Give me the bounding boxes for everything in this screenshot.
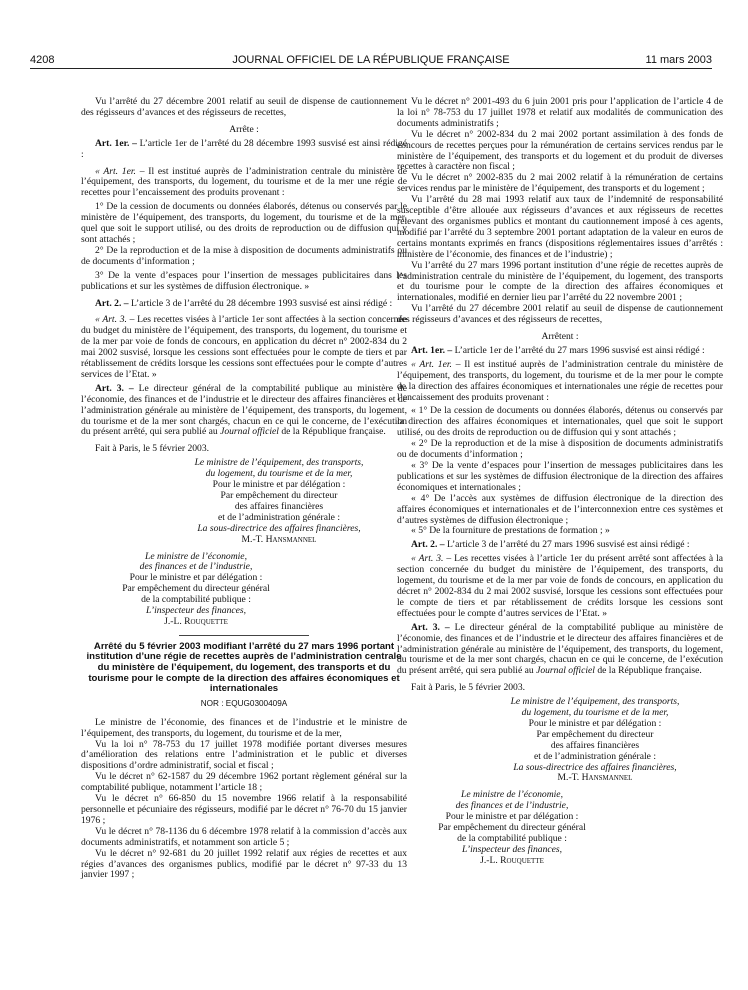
visa: Vu le décret n° 62-1587 du 29 décembre 1962 portant règlement général sur la comptabilité publique, notamment l’article 18 ; xyxy=(81,771,407,794)
quote-text: Les recettes visées à l’article 1er sont affectées à la section concernée du budget du ministère de l’équipement, des transports, du logement, du tourisme et de la mer par voie de fonds de concours, en application du décret n° 2002-834 du 2 mai 2002 susvisé, lorsque les cessions sont effectuées pour le compte de tiers et par rétablissement de crédits lorsque les cessions sont effectuées pour le compte d’autres services de l’Etat. » xyxy=(81,314,407,380)
preamble: Le ministre de l’économie, des finances et de l’industrie et le ministre de l’équipement, des transports, du logement, du tourisme et de la mer, xyxy=(81,716,407,739)
signatory-name: J.-L. Rouquette xyxy=(480,854,544,866)
sig-line: du logement, du tourisme et de la mer, xyxy=(521,707,669,719)
quoted-article-3 xyxy=(81,315,407,380)
sig-line: Par empêchement du directeur général xyxy=(122,583,270,595)
article-text: Le directeur général de la comptabilité publique au ministère de l’économie, des finances et de l’industrie et le directeur des affaires financières et de l’administration générale au ministère de l’équipement, des transports, du logement, du tourisme et de la mer sont chargés, chacun en ce qui le concerne, de l’exécution du présent arrêté, qui sera publié au xyxy=(81,382,407,438)
sig-line: Le ministre de l’équipement, des transports, xyxy=(194,457,364,469)
sig-line: Le ministre de l’économie, xyxy=(461,789,563,801)
signature-block-economie xyxy=(397,790,627,866)
sig-line: Pour le ministre et par délégation : xyxy=(445,811,579,823)
arrete-heading: Arrête : xyxy=(229,123,259,135)
article-2 xyxy=(81,299,407,310)
visa: Vu l’arrêté du 27 décembre 2001 relatif au seuil de dispense de cautionnement des régisseurs d’avances et des régisseurs de recettes, xyxy=(397,303,723,326)
signature-block-equipement xyxy=(81,458,407,545)
item-2: « 2° De la reproduction et de la mise à disposition de documents administratifs ou de documents d’information ; xyxy=(397,438,723,461)
visa: Vu le décret n° 78-1136 du 6 décembre 1978 relatif à la commission d’accès aux documents administratifs, et notamment son article 5 ; xyxy=(81,825,407,848)
article-text: L’article 1er de l’arrêté du 28 décembre 1993 susvisé est ainsi rédigé : xyxy=(81,137,407,160)
issue-date: 11 mars 2003 xyxy=(645,54,712,66)
item-3: 3° De la vente d’espaces pour l’insertion de messages publicitaires dans les publications et sur les systèmes de diffusion électronique. » xyxy=(81,269,407,292)
item-1: « 1° De la cession de documents ou données élaborés, détenus ou conservés par la direction des affaires économiques et internationales, quel que soit le support utilisé, ou des droits de reproduction ou de diffusion qui y sont attachés ; xyxy=(397,405,723,439)
sig-line: Le ministre de l’économie, xyxy=(145,550,247,562)
article-1 xyxy=(81,139,407,161)
quote-label: « Art. 1er. – xyxy=(411,358,461,370)
article-label: Art. 3. – xyxy=(95,382,134,394)
article-text-end: de la République française. xyxy=(278,426,386,438)
quote-label: « Art. 1er. – xyxy=(95,165,145,177)
article-text-end: de la République française. xyxy=(594,665,702,677)
article-text: Le directeur général de la comptabilité publique au ministère de l’économie, des finances et de l’industrie et le directeur des affaires financières et de l’administration générale au ministère de l’équipement, des transports, du logement, du tourisme et de la mer sont chargés, chacun en ce qui le concerne, de l’exécution du présent arrêté, qui sera publié au xyxy=(397,621,723,677)
sig-line: L’inspecteur des finances, xyxy=(461,843,563,855)
journal-officiel: Journal officiel xyxy=(220,426,279,438)
article-text: L’article 3 de l’arrêté du 28 décembre 1993 susvisé est ainsi rédigé : xyxy=(128,297,393,309)
article-3 xyxy=(81,384,407,439)
sig-line: des affaires financières xyxy=(234,500,324,512)
quote-text: Il est institué auprès de l’administration centrale du ministère de l’équipement, des transports, du logement, du tourisme et de la mer pour le compte de la direction des affaires économiques et internationales une régie de recettes pour l’encaissement des produits provenant : xyxy=(397,358,723,403)
sig-line: du logement, du tourisme et de la mer, xyxy=(205,468,353,480)
article-label: Art. 2. – xyxy=(411,539,445,551)
nor-reference: NOR : EQUG0300409A xyxy=(200,698,288,708)
article-label: Art. 1er. – xyxy=(411,344,453,356)
item-2: 2° De la reproduction et de la mise à disposition de documents administratifs ou de documents d’information ; xyxy=(81,244,407,267)
left-column xyxy=(81,97,407,881)
article-2 xyxy=(397,540,723,551)
signature-date: Fait à Paris, le 5 février 2003. xyxy=(95,443,210,455)
sig-line: Par empêchement du directeur xyxy=(536,728,654,740)
right-column xyxy=(397,97,723,867)
journal-officiel: Journal officiel xyxy=(536,665,595,677)
sig-line: des finances et de l’industrie, xyxy=(139,561,253,573)
signatory-name: M.-T. Hansmannel xyxy=(557,772,633,784)
sig-line: de la comptabilité publique : xyxy=(141,594,251,606)
sig-line: et de l’administration générale : xyxy=(533,750,656,762)
sig-line: Par empêchement du directeur général xyxy=(438,822,586,834)
quote-label: « Art. 3. – xyxy=(411,553,452,565)
sig-line: Pour le ministre et par délégation : xyxy=(528,717,662,729)
sig-line: Le ministre de l’équipement, des transports, xyxy=(510,696,680,708)
visa: Vu l’arrêté du 27 mars 1996 portant institution d’une régie de recettes auprès de l’administration centrale du ministère de l’équipement, du logement, des transports et du tourisme pour le compte de la direction des affaires économiques et internationales, modifié en dernier lieu par l’arrêté du 22 novembre 2001 ; xyxy=(397,259,723,304)
article-label: Art. 3. – xyxy=(411,621,450,633)
item-3: « 3° De la vente d’espaces pour l’insertion de messages publicitaires dans les publications et sur les systèmes de diffusion électronique de la direction des affaires économiques et internationales ; xyxy=(397,460,723,493)
quote-label: « Art. 3. – xyxy=(95,314,135,326)
sig-line: Pour le ministre et par délégation : xyxy=(212,479,346,491)
decree-title: Arrêté du 5 février 2003 modifiant l’arrêté du 27 mars 1996 portant institution d’une régie de recettes auprès de l’administration centrale du ministère de l’équipement, du logement, des transports et du tourisme pour le compte de la direction des affaires économiques et internationales xyxy=(86,640,402,695)
visa: Vu le décret n° 92-681 du 20 juillet 1992 relatif aux régies de recettes et aux régies d’avances des organismes publics, modifié par le décret n° 97-33 du 13 janvier 1997 ; xyxy=(81,847,407,881)
sig-line: de la comptabilité publique : xyxy=(457,833,567,844)
signature-date: Fait à Paris, le 5 février 2003. xyxy=(411,682,526,694)
item-1: 1° De la cession de documents ou données élaborés, détenus ou conservés par le ministère de l’équipement, des transports, du logement, du tourisme et de la mer, quel que soit le support utilisé, ou des droits de reproduction ou de diffusion qui y sont attachés ; xyxy=(81,201,407,245)
sig-line: La sous-directrice des affaires financières, xyxy=(513,761,677,773)
article-text: L’article 1er de l’arrêté du 27 mars 1996 susvisé est ainsi rédigé : xyxy=(452,344,705,356)
sig-line: des affaires financières xyxy=(550,739,640,751)
article-label: Art. 1er. – xyxy=(95,137,137,149)
signature-block-economie xyxy=(81,552,311,628)
page-number: 4208 xyxy=(30,54,55,66)
quote-text: Il est institué auprès de l’administration centrale du ministère de l’équipement, des transports, du logement, du tourisme et de la mer une régie de recettes pour l’encaissement des produits provenant : xyxy=(81,165,407,199)
visa: Vu l’arrêté du 28 mai 1993 relatif aux taux de l’indemnité de responsabilité susceptible d’être allouée aux régisseurs d’avances et aux régisseurs de recettes relevant des organismes publics et montant du cautionnement imposé à ces agents, modifié par l’arrêté du 3 septembre 2001 portant adaptation de la valeur en euros de certains montants exprimés en francs (dispositions réglementaires issues d’arrêtés : ministère de l’économie, des finances et de l’industrie) ; xyxy=(397,194,723,260)
article-label: Art. 2. – xyxy=(95,297,129,309)
quoted-article-3 xyxy=(397,554,723,619)
arretent-heading: Arrêtent : xyxy=(541,331,579,343)
sig-line: Pour le ministre et par délégation : xyxy=(129,572,263,584)
quoted-article-1 xyxy=(397,360,723,404)
sig-line: et de l’administration générale : xyxy=(217,511,340,523)
visa: Vu le décret n° 2002-835 du 2 mai 2002 relatif à la rémunération de certains services rendus par le ministère de l’équipement, des transports et du logement ; xyxy=(397,172,723,195)
article-text: L’article 3 de l’arrêté du 27 mars 1996 susvisé est ainsi rédigé : xyxy=(444,539,690,551)
article-1 xyxy=(397,346,723,357)
signatory-name: J.-L. Rouquette xyxy=(164,615,228,627)
sig-line: des finances et de l’industrie, xyxy=(455,800,569,812)
sig-line: La sous-directrice des affaires financières, xyxy=(197,522,361,534)
signatory-name: M.-T. Hansmannel xyxy=(241,533,317,545)
journal-title: JOURNAL OFFICIEL DE LA RÉPUBLIQUE FRANÇAISE xyxy=(232,54,510,66)
visa: Vu la loi n° 78-753 du 17 juillet 1978 modifiée portant diverses mesures d’amélioration des relations entre l’administration et le public et diverses dispositions d’ordre administratif, social et fiscal ; xyxy=(81,738,407,772)
signature-block-equipement xyxy=(397,697,723,784)
visa-paragraph: Vu l’arrêté du 27 décembre 2001 relatif au seuil de dispense de cautionnement des régisseurs d’avances et des régisseurs de recettes, xyxy=(81,96,407,118)
quote-text: Les recettes visées à l’article 1er du présent arrêté sont affectées à la section concernée du budget du ministère de l’équipement, des transports, du logement, du tourisme et de la mer par voie de fonds de concours, en application du décret n° 2002-834 du 2 mai 2002 susvisé, lorsque les cessions sont effectuées pour le compte de tiers et par rétablissement de crédits lorsque les cessions sont effectuées pour le compte d’autres services de l’Etat. » xyxy=(397,553,724,619)
header-rule xyxy=(30,68,712,69)
quoted-article-1 xyxy=(81,167,407,200)
section-separator xyxy=(179,635,309,636)
item-5: « 5° De la fourniture de prestations de formation ; » xyxy=(411,525,610,537)
visa: Vu le décret n° 2002-834 du 2 mai 2002 portant assimilation à des fonds de concours de recettes perçues pour la rémunération de certains services rendus par le ministère de l’équipement, des transports et du logement et du produit de diverses recettes à caractère non fiscal ; xyxy=(397,128,723,173)
visa: Vu le décret n° 2001-493 du 6 juin 2001 pris pour l’application de l’article 4 de la loi n° 78-753 du 17 juillet 1978 et relatif aux modalités de communication des documents administratifs ; xyxy=(397,96,723,129)
sig-line: L’inspecteur des finances, xyxy=(145,605,247,617)
visa: Vu le décret n° 66-850 du 15 novembre 1966 relatif à la responsabilité personnelle et pécuniaire des régisseurs, modifié par le décret n° 76-70 du 15 janvier 1976 ; xyxy=(81,793,407,826)
sig-line: Par empêchement du directeur xyxy=(220,490,338,501)
item-4: « 4° De l’accès aux systèmes de diffusion électronique de la direction des affaires économiques et internationales et de l’interconnexion entre ces systèmes et d’autres systèmes de diffusion électronique ; xyxy=(397,492,723,526)
article-3 xyxy=(397,623,723,678)
